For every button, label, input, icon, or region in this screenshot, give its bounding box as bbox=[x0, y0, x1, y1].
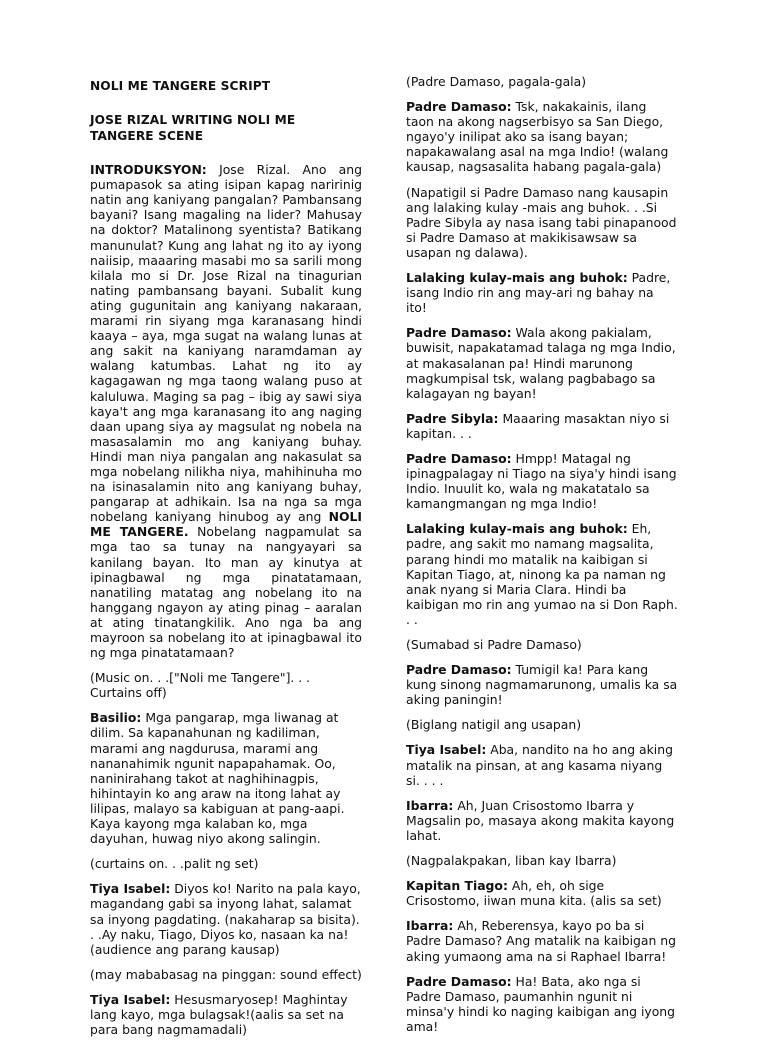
script-title: NOLI ME TANGERE SCRIPT bbox=[90, 79, 271, 93]
speaker-name: Padre Damaso: bbox=[406, 450, 512, 466]
speaker-name: Tiya Isabel: bbox=[90, 881, 171, 897]
speaker-name: Lalaking kulay-mais ang buhok: bbox=[406, 270, 628, 286]
stage-direction-curtains: (curtains on. . .palit ng set) bbox=[90, 856, 259, 872]
speaker-name: Padre Damaso: bbox=[406, 325, 512, 341]
dialogue-text: Eh, padre, ang sakit mo namang magsalita, parang hindi mo matalik na kaibigan si Kapitan Tiago, at, ninong ka pa naman ng anak nyang si Maria Clara. Hindi ba kaibigan mo rin ang yumao na si Don Raph. . . bbox=[406, 521, 678, 627]
dialogue-kapitan-tiago bbox=[406, 878, 678, 908]
speaker-name: Lalaking kulay-mais ang buhok: bbox=[406, 521, 628, 537]
speaker-name: Padre Sibyla: bbox=[406, 410, 499, 426]
dialogue-ibarra-1 bbox=[406, 798, 678, 843]
speaker-name: Ibarra: bbox=[406, 918, 454, 934]
dialogue-text: Mga pangarap, mga liwanag at dilim. Sa kapanahunan ng kadiliman, marami ang nagdurusa, marami ang nananahimik ngunit napapahamak. Oo, naninirahang takot at naghihinagpis, hihintayin ko ang araw na itong lahat ay lilipas, malayo sa kabiguan at pang-aapi. Kaya kayong mga kalaban ko, mga dayuhan, huwag niyo akong salingin. bbox=[90, 710, 345, 847]
dialogue-text: Hesusmaryosep! Maghintay lang kayo, mga bulagsak!(aalis sa set na para bang nagmamadali) bbox=[90, 991, 348, 1038]
dialogue-text: Ha! Bata, ako nga si Padre Damaso, paumanhin ngunit ni minsa'y hindi ko naging kaibigan ang iyong ama! bbox=[406, 973, 676, 1034]
dialogue-padre-sibyla bbox=[406, 411, 678, 441]
dialogue-text: Hmpp! Matagal ng ipinagpalagay ni Tiago na siya'y hindi isang Indio. Inuulit ko, wala ng makatatalo sa kamangmangan ng mga Indio! bbox=[406, 450, 677, 512]
dialogue-text: Maaaring masaktan niyo si kapitan. . . bbox=[406, 410, 670, 441]
intro-label: INTRODUKSYON: bbox=[90, 162, 207, 178]
dialogue-text: Ah, eh, oh sige Crisostomo, iiwan muna kita. (alis sa set) bbox=[406, 878, 662, 909]
stage-direction-1: (Padre Damaso, pagala-gala) bbox=[406, 74, 587, 89]
dialogue-text: Padre, isang Indio rin ang may-ari ng bahay na ito! bbox=[406, 270, 671, 316]
dialogue-lalaking-kulay-mais-1 bbox=[406, 270, 678, 315]
dialogue-text: Ah, Reberensya, kayo po ba si Padre Damaso? Ang matalik na kaibigan ng aking yumaong ama na si Raphael Ibarra! bbox=[406, 918, 677, 964]
dialogue-lalaking-kulay-mais-2 bbox=[406, 521, 678, 627]
stage-direction-4: (Biglang natigil ang usapan) bbox=[406, 717, 582, 733]
intro-text-b: Nobelang nagpamulat sa mga tao sa tunay na nangyayari sa kanilang bayan. Ito man ay kinutya at ipinagbawal ng mga pinatatamaan, nanatiling matatag ang nobelang ito na hanggang ngayon ay ating pinag – aaralan at ating tinatangkilik. Ano nga ba ang mayroon sa nobelang ito at ipinagbawal ito ng mga pinatatamaan? bbox=[90, 524, 362, 661]
dialogue-padre-damaso-1 bbox=[406, 99, 678, 174]
speaker-name: Tiya Isabel: bbox=[90, 991, 171, 1007]
dialogue-text: Aba, nandito na ho ang aking matalik na pinsan, at ang kasama niyang si. . . . bbox=[406, 742, 673, 788]
stage-direction-3: (Sumabad si Padre Damaso) bbox=[406, 637, 582, 652]
left-column bbox=[90, 74, 362, 1047]
stage-direction-music: (Music on. . .["Noli me Tangere"]. . . Curtains off) bbox=[90, 670, 311, 701]
intro-text-a: Jose Rizal. Ano ang pumapasok sa ating isipan kapag naririnig natin ang kaniyang pangalan? Pambansang bayani? Isang magaling na lider? Mahusay na doktor? Matalinong syentista? Batikang manunulat? Kung ang lahat ng ito ay iyong naiisip, maaaring masabi mo sa sarili mong kilala mo si Dr. Jose Rizal na tinagurian nating pambansang bayani. Subalit kung ating gugunitain ang kaniyang nakaraan, marami rin siyang mga karanasang hindi kaaya – aya, mga sugat na walang lunas at ang sakit na kaniyang naramdaman ay walang katumbas. Lahat ng ito ay kagagawan ng mga taong walang puso at kaluluwa. Maging sa pag – ibig ay sawi siya kaya't ang mga karanasang ito ang naging daan upang siya ay magsulat ng nobela na masasalamin mo ang kaniyang buhay. Hindi man niya pangalan ang nakasulat sa mga nobelang nilikha niya, mahihinuha mo na isinasalamin nito ang kaniyang buhay, pangarap at adhikain. Isa na nga sa mga nobelang kaniyang hinubog ay ang bbox=[90, 162, 362, 525]
speaker-name: Kapitan Tiago: bbox=[406, 878, 508, 894]
dialogue-padre-damaso-2 bbox=[406, 325, 678, 400]
dialogue-text: Ah, Juan Crisostomo Ibarra y Magsalin po, masaya akong makita kayong lahat. bbox=[406, 797, 675, 843]
dialogue-tiya-isabel-1 bbox=[90, 881, 362, 956]
dialogue-tiya-isabel-2 bbox=[90, 992, 362, 1037]
novel-title-inline: NOLI ME TANGERE. bbox=[90, 509, 362, 540]
stage-direction-5: (Nagpalakpakan, liban kay Ibarra) bbox=[406, 853, 617, 869]
speaker-name: Padre Damaso: bbox=[406, 973, 512, 989]
stage-direction-sound: (may mababasag na pinggan: sound effect) bbox=[90, 966, 362, 982]
speaker-name: Ibarra: bbox=[406, 797, 454, 813]
dialogue-tiya-isabel-3 bbox=[406, 742, 678, 787]
dialogue-padre-damaso-4 bbox=[406, 662, 678, 707]
right-column bbox=[406, 74, 678, 1044]
stage-direction-2: (Napatigil si Padre Damaso nang kausapin ang lalaking kulay -mais ang buhok. . .Si Padre Sibyla ay nasa isang tabi pinapanood si Padre Damaso at makikisawsaw sa usapan ng dalawa). bbox=[406, 184, 677, 260]
dialogue-basilio bbox=[90, 710, 362, 846]
speaker-name: Basilio: bbox=[90, 710, 142, 726]
introduction-paragraph bbox=[90, 162, 362, 660]
speaker-name: Padre Damaso: bbox=[406, 99, 512, 115]
scene-subtitle: JOSE RIZAL WRITING NOLI ME TANGERE SCENE bbox=[90, 113, 296, 144]
dialogue-text: Tsk, nakakainis, ilang taon na akong nagserbisyo sa San Diego, ngayo'y inilipat ako sa isang bayan; napakawalang asal na mga Indio! (walang kausap, nagsasalita habang pagala-gala) bbox=[406, 99, 669, 175]
dialogue-text: Diyos ko! Narito na pala kayo, magandang gabi sa inyong lahat, salamat sa inyong pagdating. (nakaharap sa bisita). . .Ay naku, Tiago, Diyos ko, nasaan ka na!(audience ang parang kausap) bbox=[90, 881, 361, 957]
speaker-name: Tiya Isabel: bbox=[406, 742, 487, 758]
dialogue-padre-damaso-3 bbox=[406, 451, 678, 511]
dialogue-ibarra-2 bbox=[406, 918, 678, 963]
dialogue-padre-damaso-5 bbox=[406, 974, 678, 1034]
speaker-name: Padre Damaso: bbox=[406, 662, 512, 678]
dialogue-text: Wala akong pakialam, buwisit, napakatamad talaga ng mga Indio, at makasalanan pa! Hindi marunong magkumpisal tsk, walang pagbabago sa kalagayan ng bayan! bbox=[406, 325, 676, 401]
dialogue-text: Tumigil ka! Para kang kung sinong nagmamarunong, umalis ka sa aking paningin! bbox=[406, 662, 678, 708]
